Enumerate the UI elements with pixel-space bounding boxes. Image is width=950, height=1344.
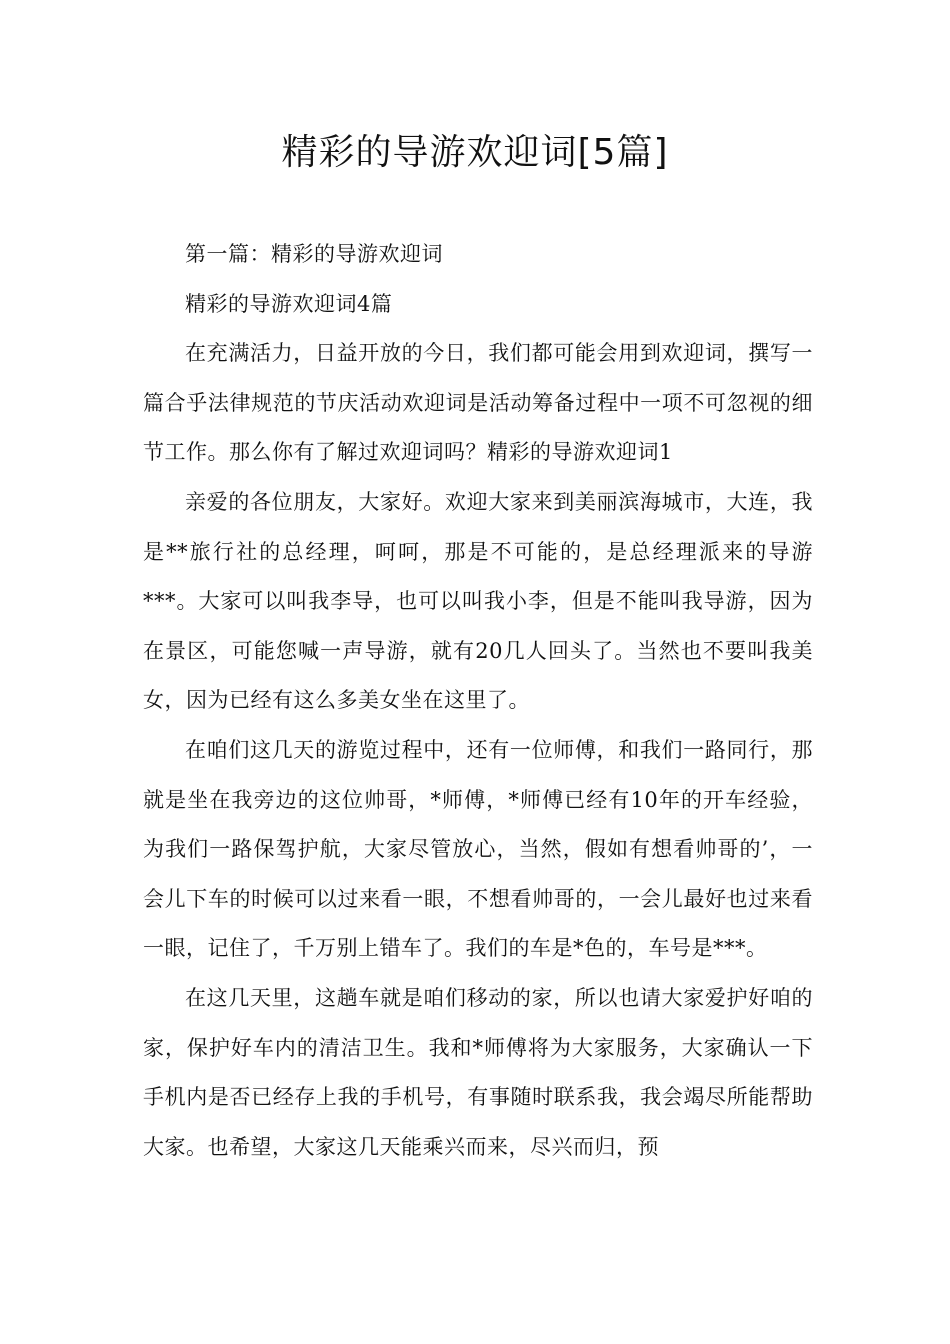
document-body: [143, 230, 813, 1172]
subheading: 精彩的导游欢迎词4篇: [185, 291, 393, 316]
paragraph-bus: 在这几天里，这趟车就是咱们移动的家，所以也请大家爱护好咱的家，保护好车内的清洁卫生。我和*师傅将为大家服务，大家确认一下手机内是否已经存上我的手机号，有事随时联系我，我会竭尽所能帮助大家。也希望，大家这几天能乘兴而来，尽兴而归，预: [143, 985, 813, 1159]
paragraph-greeting: 亲爱的各位朋友，大家好。欢迎大家来到美丽滨海城市，大连，我是**旅行社的总经理，呵呵，那是不可能的，是总经理派来的导游***。大家可以叫我李导，也可以叫我小李，但是不能叫我导游，因为在景区，可能您喊一声导游，就有20几人回头了。当然也不要叫我美女，因为已经有这么多美女坐在这里了。: [143, 489, 813, 713]
document-title: 精彩的导游欢迎词[5篇]: [281, 132, 669, 173]
paragraph-driver: 在咱们这几天的游览过程中，还有一位师傅，和我们一路同行，那就是坐在我旁边的这位帅哥，*师傅，*师傅已经有10年的开车经验，为我们一路保驾护航，大家尽管放心，当然，假如有想看帅哥的’，一会儿下车的时候可以过来看一眼，不想看帅哥的，一会儿最好也过来看一眼，记住了，千万别上错车了。我们的车是*色的，车号是***。: [143, 737, 813, 961]
section-heading: 第一篇：精彩的导游欢迎词: [185, 242, 443, 266]
paragraph-intro: 在充满活力，日益开放的今日，我们都可能会用到欢迎词，撰写一篇合乎法律规范的节庆活动欢迎词是活动筹备过程中一项不可忽视的细节工作。那么你有了解过欢迎词吗？精彩的导游欢迎词1: [143, 341, 813, 465]
